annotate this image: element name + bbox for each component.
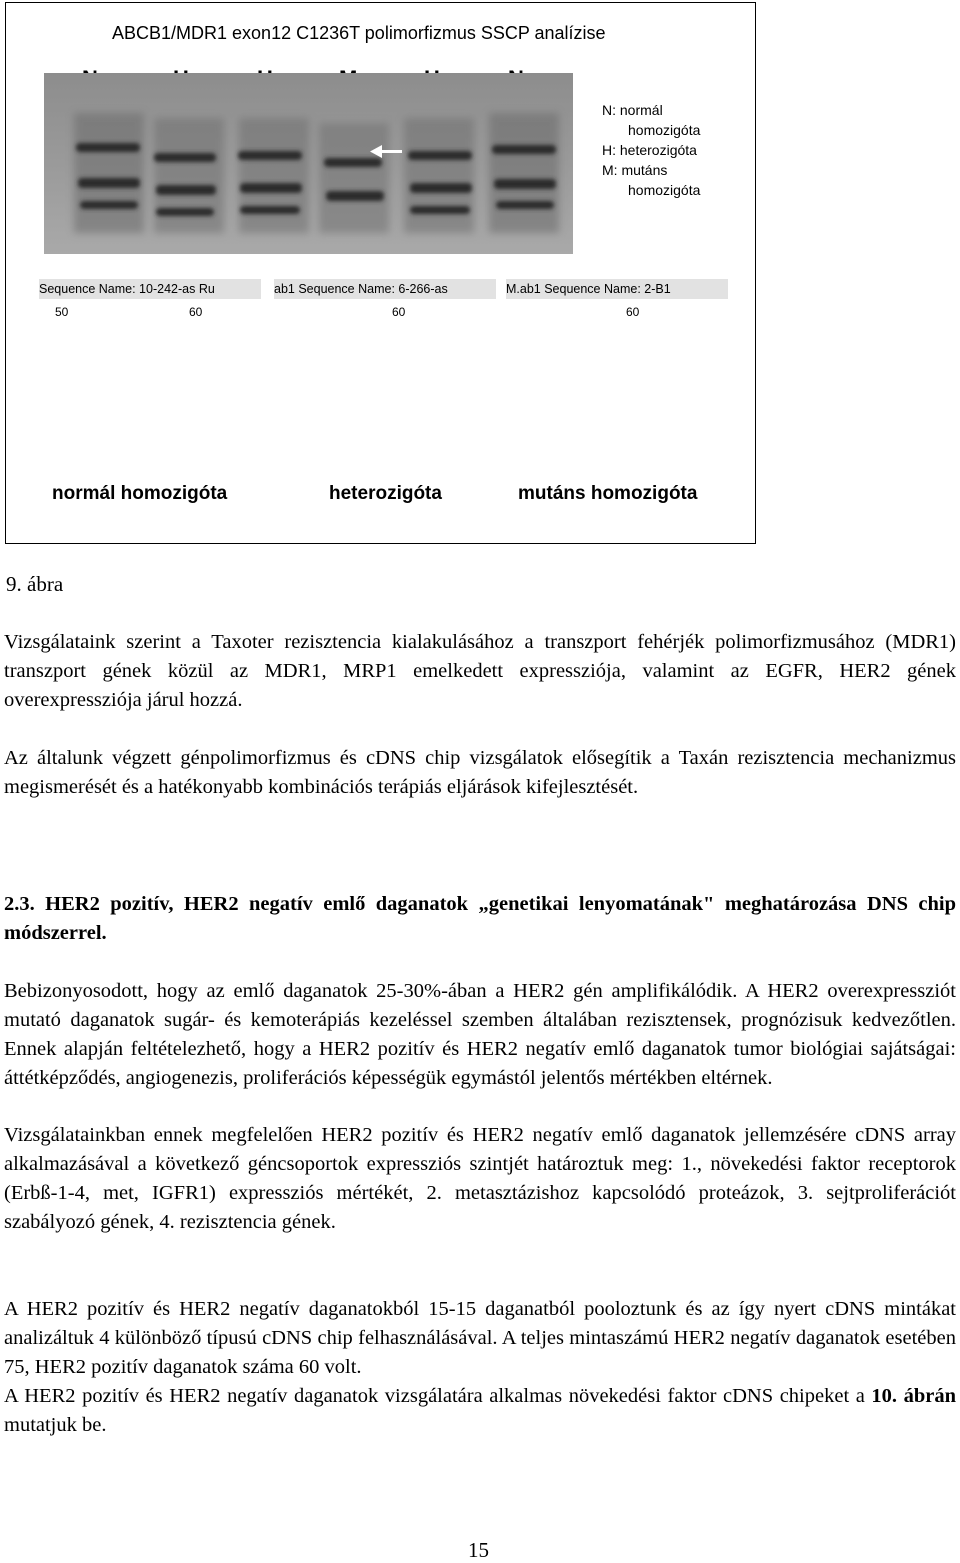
position-label: 60 (626, 305, 640, 319)
paragraph-text-end: mutatjuk be. (4, 1414, 107, 1436)
legend-line-5: homozigóta (628, 182, 701, 198)
figure-title: ABCB1/MDR1 exon12 C1236T polimorfizmus SSCP analízise (112, 23, 606, 43)
page-number: 15 (468, 1538, 489, 1562)
chromatogram-mutant (506, 279, 728, 475)
trace-plot (39, 345, 261, 473)
chromatogram-label-normal: normál homozigóta (52, 483, 228, 504)
chromatogram-header: M.ab1 Sequence Name: 2-B1 (506, 279, 728, 299)
paragraph-figure-reference (4, 1382, 956, 1440)
paragraph-cdns: Az általunk végzett génpolimorfizmus és cDNS chip vizsgálatok elősegítik a Taxán rezisztencia mechanizmus megismerését és a hatékonyabb kombinációs terápiás eljárások kifejlesztését. (4, 747, 956, 798)
trace-plot (506, 345, 728, 473)
legend-line-4: M: mutáns (602, 162, 668, 178)
legend-line-2: homozigóta (628, 122, 701, 138)
position-label: 60 (189, 305, 203, 319)
gel-legend (602, 100, 700, 200)
paragraph-taxoter: Vizsgálataink szerint a Taxoter rezisztencia kialakulásához a transzport fehérjék polimorfizmusához (MDR1) transzport gének közül az MDR1, MRP1 emelkedett expressziója, valamint az EGFR, HER2 gének overexpressziója járul hozzá. (4, 631, 956, 711)
paragraph-text-start: A HER2 pozitív és HER2 negatív daganatok vizsgálatára alkalmas növekedési faktor cDNS chipeket a (4, 1385, 872, 1407)
figure-caption: 9. ábra (6, 572, 64, 596)
section-heading: 2.3. HER2 pozitív, HER2 negatív emlő daganatok „genetikai lenyomatának" meghatározása DNS chip módszerrel. (4, 893, 956, 944)
figure-reference: 10. ábrán (871, 1385, 957, 1407)
chromatogram-normal (39, 279, 261, 475)
paragraph-methods: Vizsgálatainkban ennek megfelelően HER2 pozitív és HER2 negatív emlő daganatok jellemzésére cDNS array alkalmazásával a következő géncsoportok expressziós szintjét határoztuk meg: 1., növekedési faktor receptorok (Erbß-1-4, met, IGFR1) expressziós mértékét, 2. metasztázishoz kapcsolódó proteázok, 3. sejtproliferációt szabályozó gének, 4. rezisztencia gének. (4, 1124, 956, 1233)
paragraph-her2-amplification: Bebizonyosodott, hogy az emlő daganatok 25-30%-ában a HER2 gén amplifikálódik. A HER2 overexpressziót mutató daganatok sugár- és kemoterápiás kezeléssel szemben általában rezisztensek, prognózisuk kedvezőtlen. Ennek alapján feltételezhető, hogy a HER2 pozitív és HER2 negatív emlő daganatok tumor biológiai sajátságai: áttétképződés, angiogenezis, proliferációs képességük egymástól jelentős mértékben eltérnek. (4, 980, 956, 1089)
chromatogram-label-heterozygous: heterozigóta (329, 483, 442, 504)
sscp-gel-image (44, 73, 573, 254)
figure-9 (5, 2, 756, 544)
position-label: 60 (392, 305, 406, 319)
legend-line-1: N: normál (602, 102, 663, 118)
legend-line-3: H: heterozigóta (602, 142, 697, 158)
paragraph-samples: A HER2 pozitív és HER2 negatív daganatokból 15-15 daganatból pooloztunk és az így nyert cDNS mintákat analizáltuk 4 különböző típusú cDNS chip felhasználásával. A teljes mintaszámú HER2 negatív daganatok esetében 75, HER2 pozitív daganatok száma 60 volt. (4, 1298, 956, 1378)
chromatogram-label-mutant: mutáns homozigóta (518, 483, 698, 504)
trace-plot (274, 345, 496, 473)
chromatogram-header: ab1 Sequence Name: 6-266-as (274, 279, 496, 299)
chromatogram-header: Sequence Name: 10-242-as Ru (39, 279, 261, 299)
position-label: 50 (55, 305, 69, 319)
chromatogram-heterozygous (274, 279, 496, 475)
